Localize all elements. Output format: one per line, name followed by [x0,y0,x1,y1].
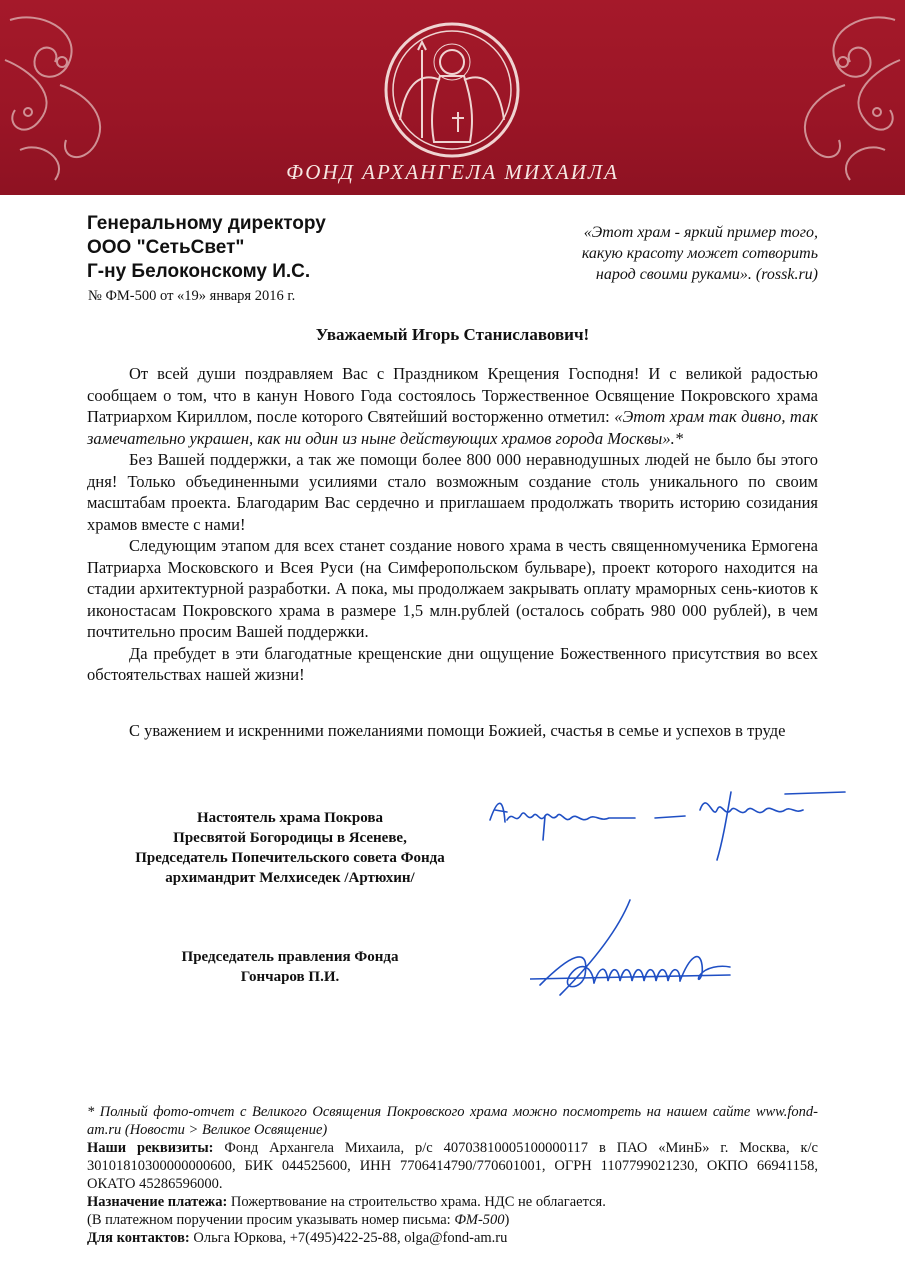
paragraph-3: Следующим этапом для всех станет создание нового храма в честь священномученика Ермогена Патриарха Московского и Всея Руси (на Симферопольском бульваре), проект которого находится на стадии архитектурной разработки. А пока, мы продолжаем закрывать оплату мраморных сень-киотов к иконостасам Покровского храма в размере 1,5 млн.рублей (осталось собрать 980 000 рублей), в чем почтительно просим Вашей поддержки. [87,536,818,641]
archangel-emblem-icon [382,20,522,160]
footnote: * Полный фото-отчет с Великого Освящения Покровского храма можно посмотреть на нашем сайте www.fond-am.ru (Новости > Великое Освящение) [87,1104,818,1138]
patriarch-quote: «Этот храм так дивно, так замечательно украшен, как ни один из ныне действующих храмов города Москвы».* [87,407,818,448]
signatory-1-line-2: Пресвятой Богородицы в Ясеневе, [173,830,407,846]
requisites-label: Наши реквизиты: [87,1140,214,1156]
payment-purpose-row [87,1193,818,1211]
payment-purpose-label: Назначение платежа: [87,1194,228,1210]
signatory-1-block [110,808,470,888]
closing-wishes: С уважением и искренними пожеланиями помощи Божией, счастья в семье и успехов в труде [129,721,786,740]
signatory-2-line-1: Председатель правления Фонда [181,949,399,965]
signatory-2-block [110,947,470,987]
quote-line-1: «Этот храм - яркий пример того, [583,224,818,241]
salutation: Уважаемый Игорь Станиславович! [315,325,590,344]
quote-line-2: какую красоту может сотворить [581,245,818,262]
footer-requisites [87,1103,818,1247]
letter-body [87,363,818,686]
contacts-label: Для контактов: [87,1230,190,1246]
addressee-company: ООО "СетьСвет" [87,237,245,258]
header-banner [0,0,905,195]
epigraph-quote [582,222,818,285]
payment-purpose-value: Пожертвование на строительство храма. НДС не облагается. [227,1194,606,1210]
handwritten-signature-1 [485,780,850,870]
signatory-2-line-2: Гончаров П.И. [240,969,340,985]
quote-line-3: народ своими руками». (rossk.ru) [595,266,818,283]
fund-name-logo-text: ФОНД АРХАНГЕЛА МИХАИЛА [286,160,619,184]
requisites-row [87,1139,818,1193]
contacts-value: Ольга Юркова, +7(495)422-25-88, olga@fond-am.ru [189,1230,508,1246]
signatory-1-line-4: архимандрит Мелхиседек /Артюхин/ [165,870,415,886]
addressee-position: Генеральному директору [87,213,326,234]
contacts-row [87,1229,818,1247]
paragraph-4: Да пребудет в эти благодатные крещенские дни ощущение Божественного присутствия во всех обстоятельствах нашей жизни! [87,643,818,684]
letter-reference: № ФМ-500 от «19» января 2016 г. [88,288,296,304]
payment-instruction-ref: ФМ-500 [454,1212,505,1228]
handwritten-signature-2 [530,895,760,1005]
addressee-block [87,212,326,284]
paragraph-2: Без Вашей поддержки, а так же помощи более 800 000 неравнодушных людей не было бы этого дня! Только объединенными усилиями стало возможным создание столь уникального по своим масштабам проекта. Благодарим Вас сердечно и приглашаем продолжать творить историю созидания храмов вместе с нами! [87,450,818,534]
payment-instruction-text: (В платежном поручении просим указывать номер письма: [87,1212,455,1228]
signatory-1-line-3: Председатель Попечительского совета Фонда [135,850,445,866]
paragraph-1-text: От всей души поздравляем Вас с Праздником Крещения Господня! И с великой радостью сообщаем о том, что в канун Нового Года состоялось Торжественное Освящение Покровского храма Патриархом Кириллом, после которого Святейший восторженно отметил: [87,364,818,426]
addressee-name: Г-ну Белоконскому И.С. [87,261,311,282]
payment-instruction-row [87,1211,818,1229]
payment-instruction-close: ) [504,1212,510,1228]
requisites-value: Фонд Архангела Михаила, р/с 40703810005100000117 в ПАО «МинБ» г. Москва, к/с 30101810300000000600, БИК 044525600, ИНН 7706414790/770601001, ОГРН 1107799021230, ОКПО 66941158, ОКАТО 45286596000. [87,1140,818,1192]
signatory-1-line-1: Настоятель храма Покрова [196,810,384,826]
paragraph-1 [87,363,818,449]
